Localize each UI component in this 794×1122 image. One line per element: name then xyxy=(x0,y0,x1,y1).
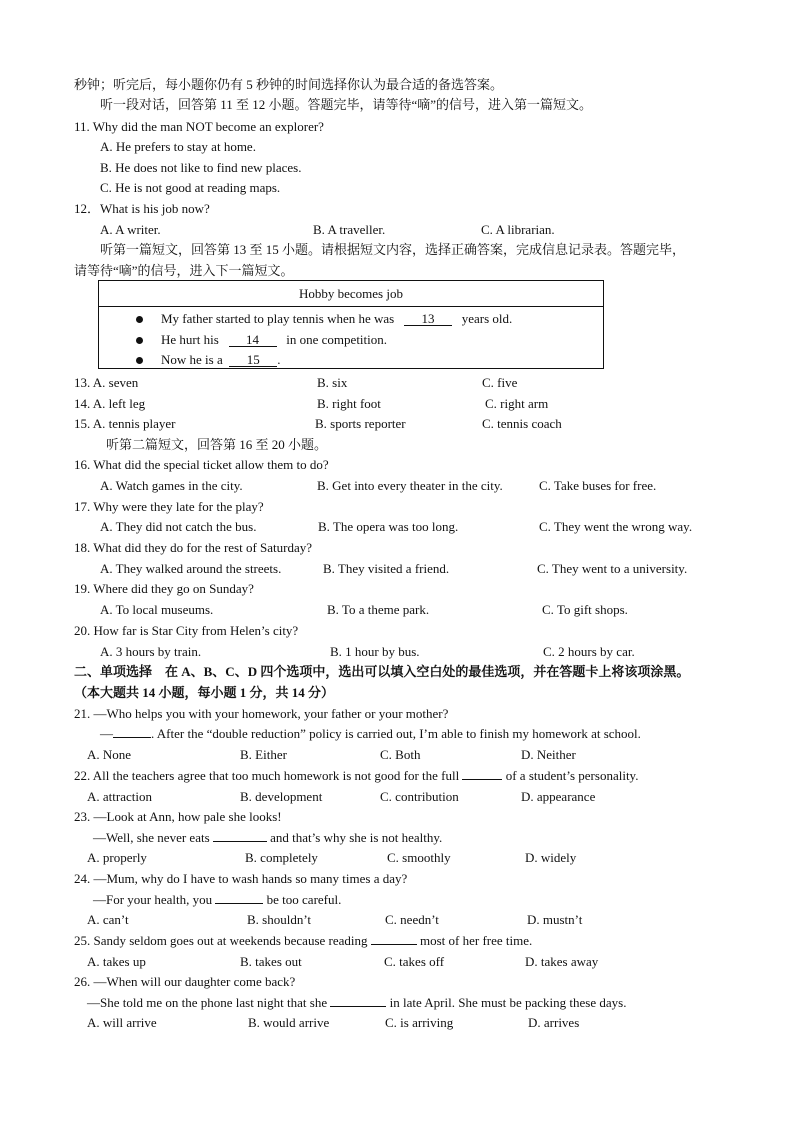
question-23-option-b: B. completely xyxy=(245,850,318,865)
question-25-option-a: A. takes up xyxy=(87,954,146,969)
section-2-title: 二、单项选择 在 A、B、C、D 四个选项中，选出可以填入空白处的最佳选项，并在答题卡上将该项涂黑。 xyxy=(74,664,690,679)
question-24-option-a: A. can’t xyxy=(87,912,129,927)
question-23-option-a: A. properly xyxy=(87,850,147,865)
question-16-stem: 16. What did the special ticket allow them to do? xyxy=(74,457,329,472)
question-22-option-a: A. attraction xyxy=(87,789,152,804)
table-row-1: My father started to play tennis when he was 13 years old. xyxy=(161,311,513,326)
blank-14: 14 xyxy=(229,333,277,347)
table-row-3: Now he is a 15 . xyxy=(161,352,281,367)
question-20-option-a: A. 3 hours by train. xyxy=(100,644,202,659)
question-21-stem: 21. —Who helps you with your homework, your father or your mother? xyxy=(74,706,449,721)
question-19-option-b: B. To a theme park. xyxy=(327,602,430,617)
answer-blank xyxy=(113,737,151,738)
question-12-option-a: A. A writer. xyxy=(100,222,161,237)
question-26-option-c: C. is arriving xyxy=(385,1015,454,1030)
question-15-option-a: 15. A. tennis player xyxy=(74,416,176,431)
question-15-option-c: C. tennis coach xyxy=(482,416,562,431)
question-19-option-a: A. To local museums. xyxy=(100,602,214,617)
answer-blank xyxy=(215,903,263,904)
blank-13: 13 xyxy=(404,312,452,326)
question-24-stem: 24. —Mum, why do I have to wash hands so many times a day? xyxy=(74,871,408,886)
question-11-option-c: C. He is not good at reading maps. xyxy=(100,180,281,195)
question-13-option-a: 13. A. seven xyxy=(74,375,139,390)
table-row-2: He hurt his 14 in one competition. xyxy=(161,332,388,347)
question-21-option-a: A. None xyxy=(87,747,132,762)
question-24-option-c: C. needn’t xyxy=(385,912,439,927)
question-12-option-b: B. A traveller. xyxy=(313,222,386,237)
question-21-line-2: — . After the “double reduction” policy is carried out, I’m able to finish my homework at school. xyxy=(100,726,641,741)
passage-2-instructions: 听第二篇短文，回答第 16 至 20 小题。 xyxy=(106,437,328,452)
question-12-stem: 12．What is his job now? xyxy=(74,201,210,216)
question-22-stem: 22. All the teachers agree that too much homework is not good for the full of a student’s personality. xyxy=(74,768,639,783)
question-25-option-d: D. takes away xyxy=(525,954,599,969)
question-17-option-c: C. They went the wrong way. xyxy=(539,519,693,534)
table-title: Hobby becomes job xyxy=(99,281,603,307)
question-17-option-b: B. The opera was too long. xyxy=(318,519,459,534)
intro-line-1: 秒钟；听完后，每小题你仍有 5 秒钟的时间选择你认为最合适的备选答案。 xyxy=(74,77,504,92)
question-23-option-c: C. smoothly xyxy=(387,850,451,865)
bullet-icon xyxy=(136,337,143,344)
passage-1-instructions-line-1: 听第一篇短文，回答第 13 至 15 小题。请根据短文内容，选择正确答案，完成信息记录表。答题完毕， xyxy=(100,242,686,257)
question-18-option-c: C. They went to a university. xyxy=(537,561,688,576)
question-13-option-b: B. six xyxy=(317,375,348,390)
question-23-stem: 23. —Look at Ann, how pale she looks! xyxy=(74,809,282,824)
question-19-option-c: C. To gift shops. xyxy=(542,602,628,617)
question-20-option-b: B. 1 hour by bus. xyxy=(330,644,420,659)
question-22-option-b: B. development xyxy=(240,789,323,804)
question-13-option-c: C. five xyxy=(482,375,518,390)
question-22-option-c: C. contribution xyxy=(380,789,459,804)
question-14-option-b: B. right foot xyxy=(317,396,381,411)
question-25-option-b: B. takes out xyxy=(240,954,302,969)
question-20-option-c: C. 2 hours by car. xyxy=(543,644,635,659)
question-14-option-c: C. right arm xyxy=(485,396,549,411)
question-21-option-b: B. Either xyxy=(240,747,287,762)
question-11-option-a: A. He prefers to stay at home. xyxy=(100,139,256,154)
question-21-option-c: C. Both xyxy=(380,747,421,762)
question-22-option-d: D. appearance xyxy=(521,789,596,804)
bullet-icon xyxy=(136,357,143,364)
question-16-option-a: A. Watch games in the city. xyxy=(100,478,243,493)
answer-blank xyxy=(462,779,502,780)
question-17-stem: 17. Why were they late for the play? xyxy=(74,499,264,514)
question-25-stem: 25. Sandy seldom goes out at weekends because reading most of her free time. xyxy=(74,933,533,948)
question-15-option-b: B. sports reporter xyxy=(315,416,406,431)
question-24-option-b: B. shouldn’t xyxy=(247,912,312,927)
question-26-option-d: D. arrives xyxy=(528,1015,580,1030)
section-2-subtitle: （本大题共 14 小题，每小题 1 分，共 14 分） xyxy=(74,685,335,700)
question-26-option-b: B. would arrive xyxy=(248,1015,330,1030)
question-23-option-d: D. widely xyxy=(525,850,577,865)
question-17-option-a: A. They did not catch the bus. xyxy=(100,519,257,534)
answer-blank xyxy=(371,944,417,945)
answer-blank xyxy=(213,841,267,842)
question-23-line-2: —Well, she never eats and that’s why she is not healthy. xyxy=(93,830,443,845)
question-26-stem: 26. —When will our daughter come back? xyxy=(74,974,296,989)
question-24-option-d: D. mustn’t xyxy=(527,912,583,927)
question-18-stem: 18. What did they do for the rest of Saturday? xyxy=(74,540,313,555)
question-19-stem: 19. Where did they go on Sunday? xyxy=(74,581,254,596)
blank-15: 15 xyxy=(229,353,277,367)
question-26-option-a: A. will arrive xyxy=(87,1015,157,1030)
question-21-option-d: D. Neither xyxy=(521,747,576,762)
question-16-option-c: C. Take buses for free. xyxy=(539,478,657,493)
question-16-option-b: B. Get into every theater in the city. xyxy=(317,478,503,493)
question-20-stem: 20. How far is Star City from Helen’s city? xyxy=(74,623,299,638)
question-11-stem: 11. Why did the man NOT become an explorer? xyxy=(74,119,324,134)
question-14-option-a: 14. A. left leg xyxy=(74,396,146,411)
passage-1-instructions-line-2: 请等待“嘀”的信号，进入下一篇短文。 xyxy=(74,263,294,278)
intro-line-2: 听一段对话，回答第 11 至 12 小题。答题完毕，请等待“嘀”的信号，进入第一篇短文。 xyxy=(100,97,593,112)
question-24-line-2: —For your health, you be too careful. xyxy=(93,892,342,907)
question-18-option-b: B. They visited a friend. xyxy=(323,561,450,576)
question-12-option-c: C. A librarian. xyxy=(481,222,555,237)
question-25-option-c: C. takes off xyxy=(384,954,445,969)
answer-blank xyxy=(330,1006,386,1007)
bullet-icon xyxy=(136,316,143,323)
question-18-option-a: A. They walked around the streets. xyxy=(100,561,282,576)
question-26-line-2: —She told me on the phone last night that she in late April. She must be packing these days. xyxy=(87,995,627,1010)
question-11-option-b: B. He does not like to find new places. xyxy=(100,160,302,175)
